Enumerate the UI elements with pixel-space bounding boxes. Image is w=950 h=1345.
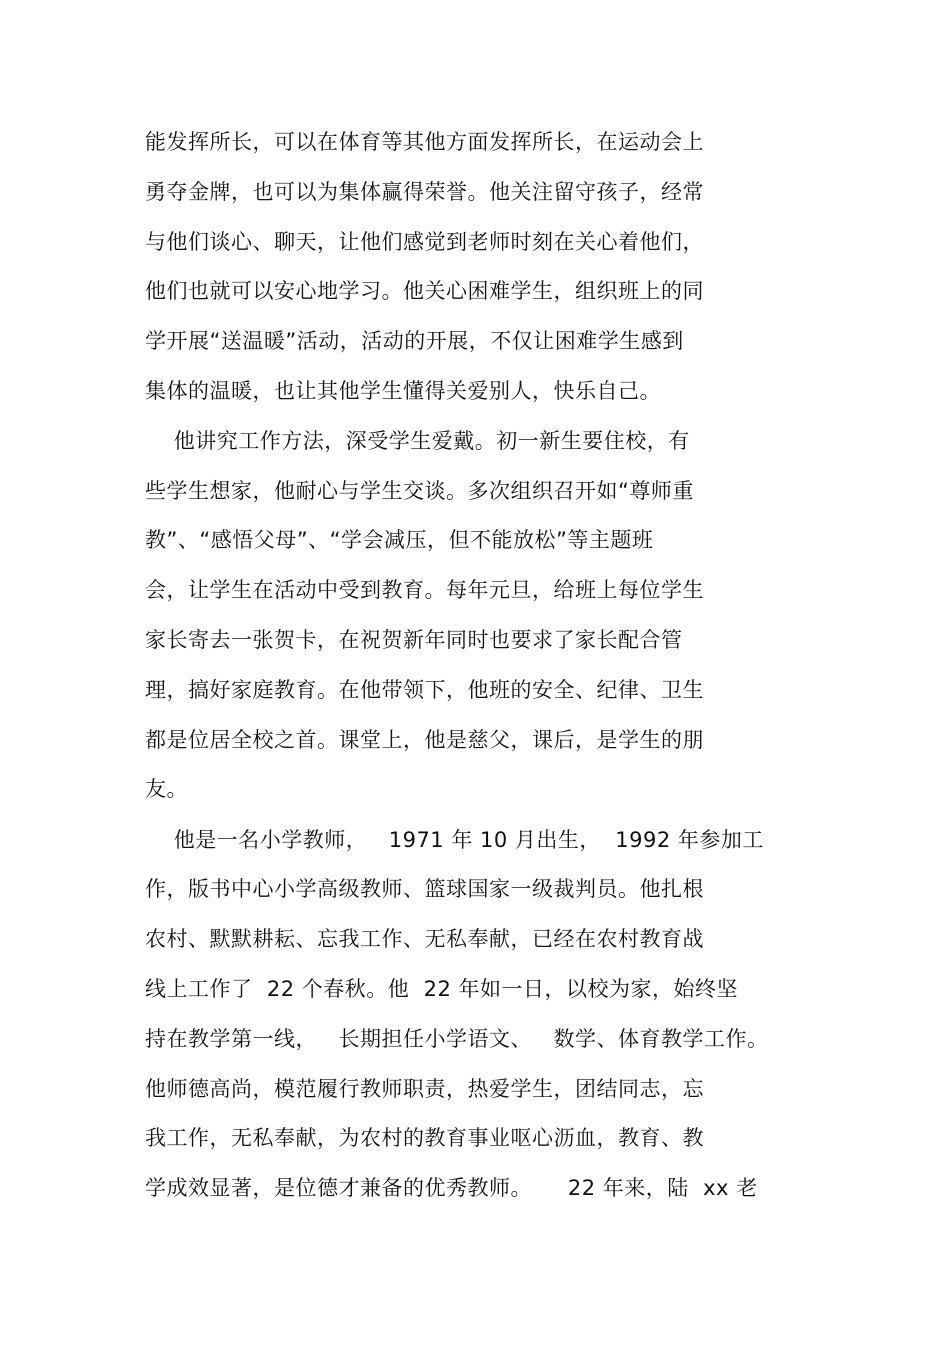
text-line: 持在教学第一线， 长期担任小学语文、 数学、体育教学工作。 (145, 1027, 769, 1051)
text-line: 他是一名小学教师， 1971 年 10 月出生， 1992 年参加工 (145, 828, 764, 852)
text-line: 我工作，无私奉献，为农村的教育事业呕心沥血，教育、教 (145, 1126, 704, 1150)
text-line: 都是位居全校之首。课堂上，他是慈父，课后，是学生的朋 (145, 728, 704, 752)
text-line: 他师德高尚，模范履行教师职责，热爱学生，团结同志，忘 (145, 1077, 704, 1101)
text-line: 教”、“感悟父母”、“学会减压，但不能放松”等主题班 (145, 528, 654, 552)
text-line: 学开展“送温暖”活动，活动的开展，不仅让困难学生感到 (145, 329, 684, 353)
text-line: 作，版书中心小学高级教师、篮球国家一级裁判员。他扎根 (145, 877, 704, 901)
text-line: 他们也就可以安心地学习。他关心困难学生，组织班上的同 (145, 279, 704, 303)
text-line: 学成效显著，是位德才兼备的优秀教师。 22 年来，陆 xx 老 (145, 1176, 758, 1200)
text-line: 他讲究工作方法，深受学生爱戴。初一新生要住校，有 (145, 429, 690, 453)
text-line: 集体的温暖，也让其他学生懂得关爱别人，快乐自己。 (145, 379, 661, 403)
text-line: 勇夺金牌，也可以为集体赢得荣誉。他关注留守孩子，经常 (145, 180, 704, 204)
text-line: 友。 (145, 777, 188, 801)
text-line: 线上工作了 22 个春秋。他 22 年如一日，以校为家，始终坚 (145, 977, 738, 1001)
text-line: 与他们谈心、聊天，让他们感觉到老师时刻在关心着他们， (145, 230, 704, 254)
text-line: 农村、默默耕耘、忘我工作、无私奉献，已经在农村教育战 (145, 927, 704, 951)
text-line: 能发挥所长，可以在体育等其他方面发挥所长，在运动会上 (145, 130, 704, 154)
text-line: 些学生想家，他耐心与学生交谈。多次组织召开如“尊师重 (145, 479, 694, 503)
text-line: 会，让学生在活动中受到教育。每年元旦，给班上每位学生 (145, 578, 704, 602)
text-line: 家长寄去一张贺卡，在祝贺新年同时也要求了家长配合管 (145, 628, 683, 652)
text-line: 理，搞好家庭教育。在他带领下，他班的安全、纪律、卫生 (145, 678, 704, 702)
